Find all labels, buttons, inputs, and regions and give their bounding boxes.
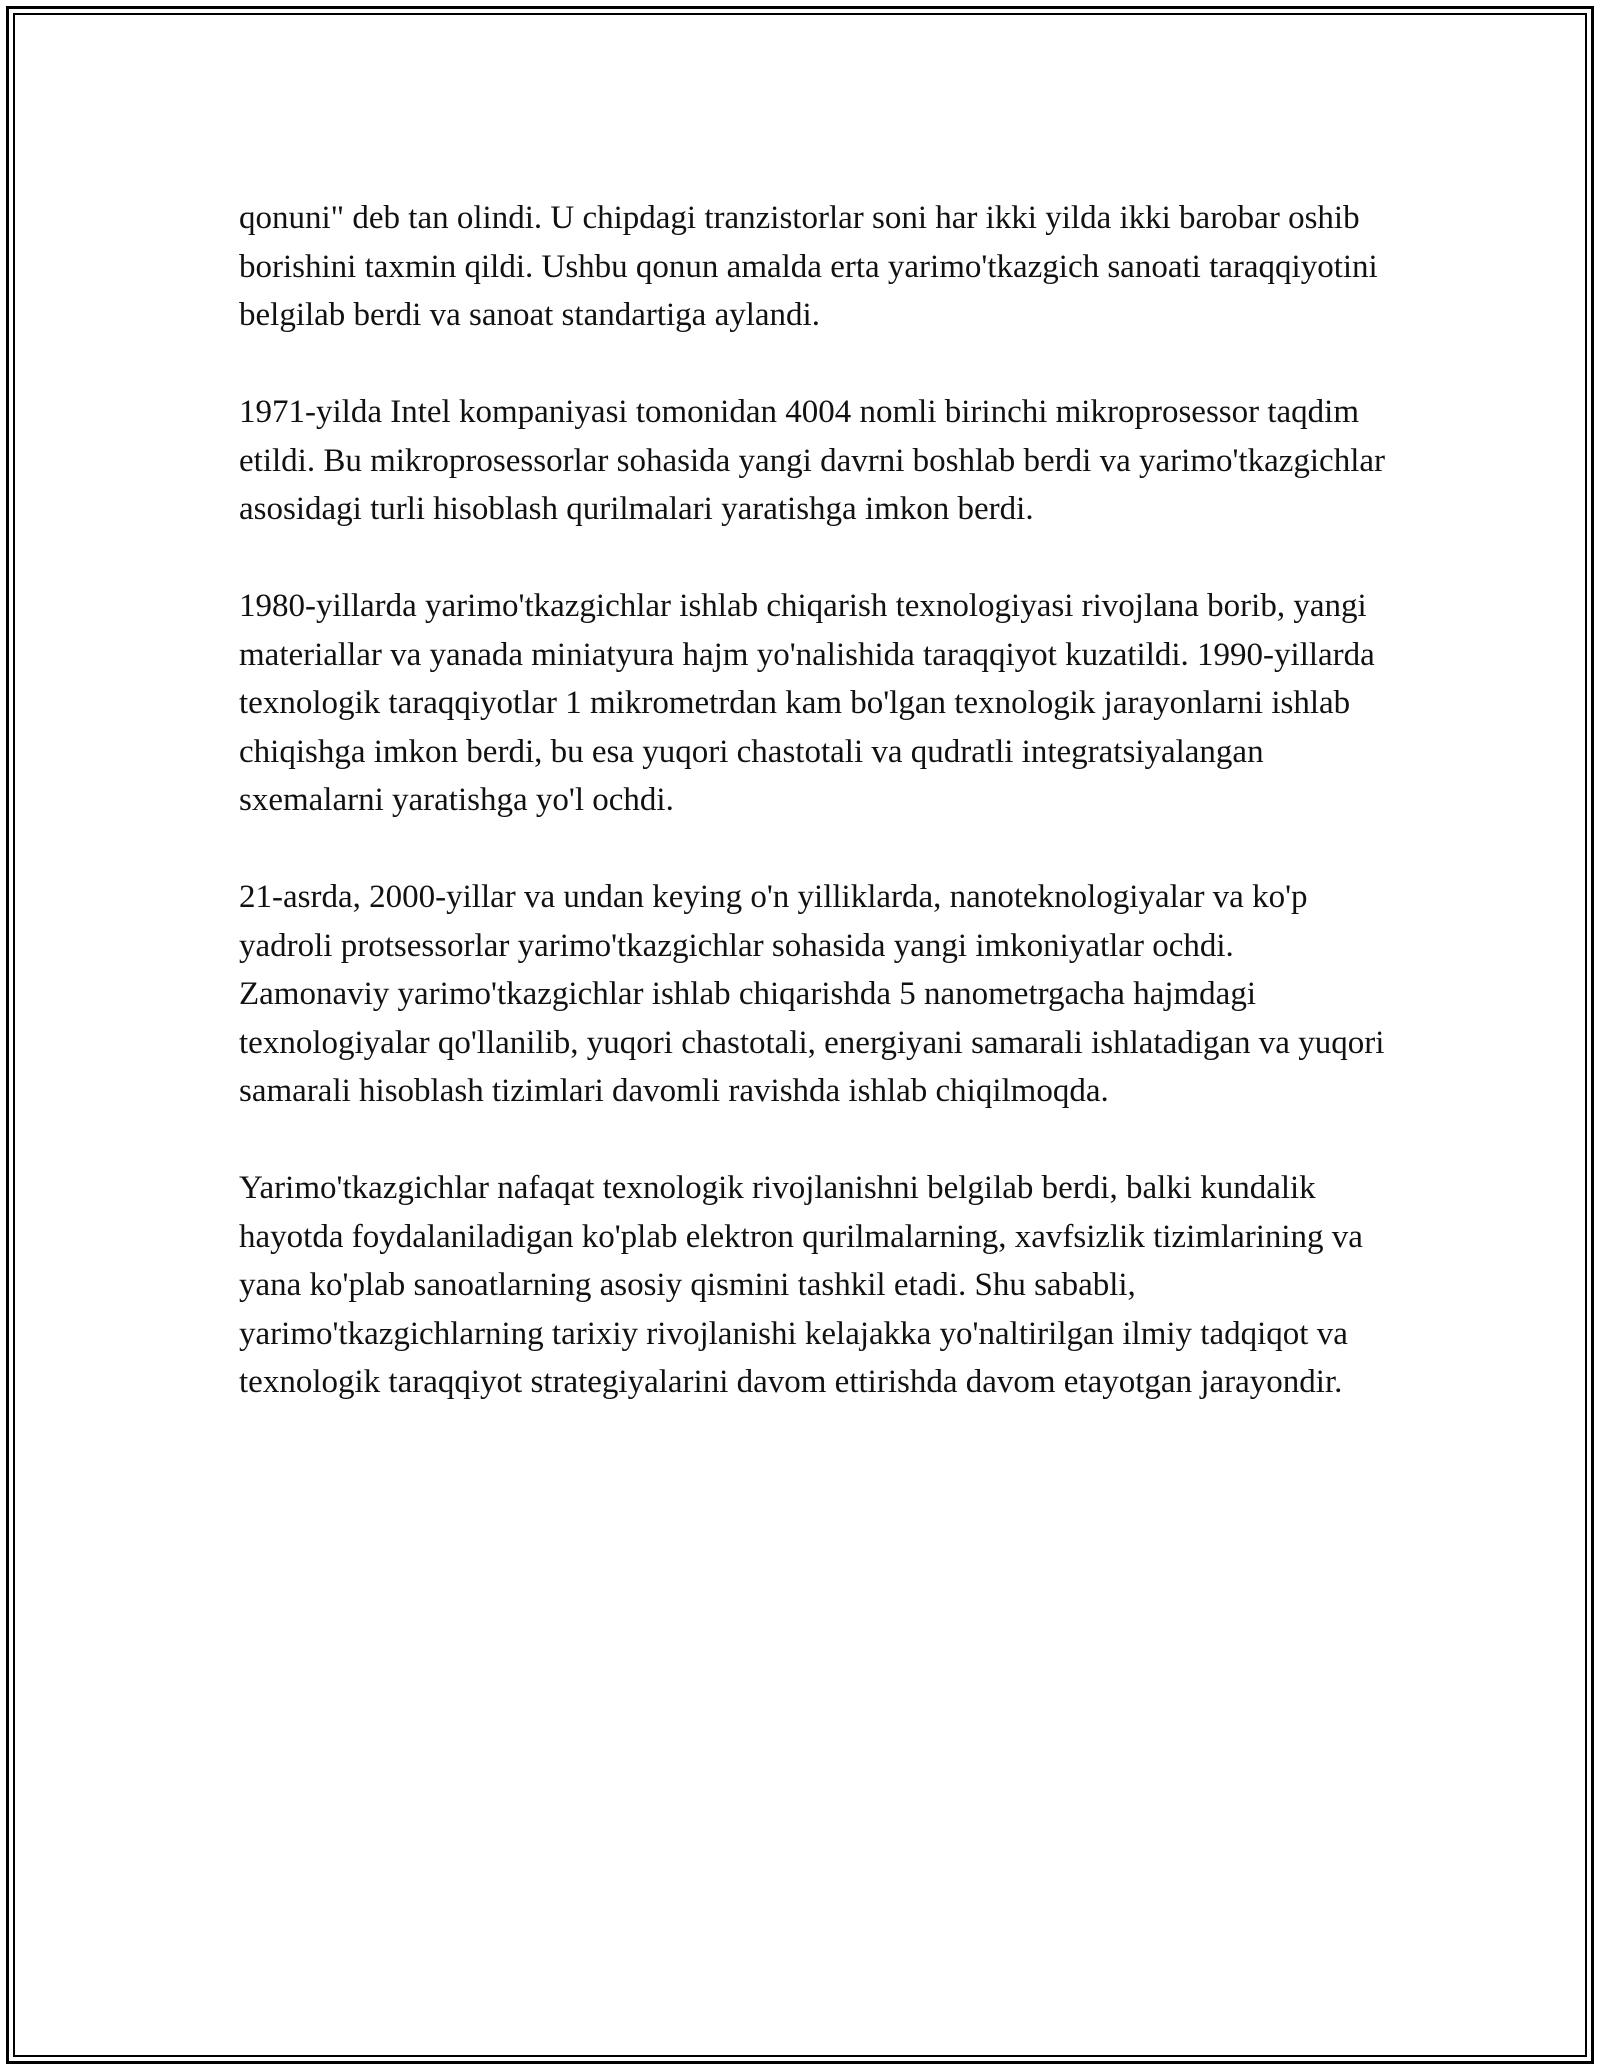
paragraph-intel-4004: 1971-yilda Intel kompaniyasi tomonidan 4004 nomli birinchi mikroprosessor taqdim etildi. Bu mikroprosessorlar sohasida yangi davrni boshlab berdi va yarimo'tkazgichlar asosidagi turli hisoblash qurilmalari yaratishga imkon berdi. [239,394,1385,527]
document-body [239,194,1389,1455]
paragraph-21st-century: 21-asrda, 2000-yillar va undan keying o'n yilliklarda, nanoteknologiyalar va ko'p yadroli protsessorlar yarimo'tkazgichlar sohasida yangi imkoniyatlar ochdi. Zamonaviy yarimo'tkazgichlar ishlab chiqarishda 5 nanometrgacha hajmdagi texnologiyalar qo'llanilib, yuqori chastotali, energiyani samarali ishlatadigan va yuqori samarali hisoblash tizimlari davomli ravishda ishlab chiqilmoqda. [239,879,1385,1109]
paragraph-conclusion: Yarimo'tkazgichlar nafaqat texnologik rivojlanishni belgilab berdi, balki kundalik hayotda foydalaniladigan ko'plab elektron qurilmalarning, xavfsizlik tizimlarining va yana ko'plab sanoatlarning asosiy qismini tashkil etadi. Shu sababli, yarimo'tkazgichlarning tarixiy rivojlanishi kelajakka yo'naltirilgan ilmiy tadqiqot va texnologik taraqqiyot strategiyalarini davom ettirishda davom etayotgan jarayondir. [239,1170,1363,1400]
paragraph-moores-law: qonuni" deb tan olindi. U chipdagi tranzistorlar soni har ikki yilda ikki barobar oshib borishini taxmin qildi. Ushbu qonun amalda erta yarimo'tkazgich sanoati taraqqiyotini belgilab berdi va sanoat standartiga aylandi. [239,200,1378,333]
paragraph-1980s-1990s: 1980-yillarda yarimo'tkazgichlar ishlab chiqarish texnologiyasi rivojlana borib, yangi materiallar va yanada miniatyura hajm yo'nalishida taraqqiyot kuzatildi. 1990-yillarda texnologik taraqqiyotlar 1 mikrometrdan kam bo'lgan texnologik jarayonlarni ishlab chiqishga imkon berdi, bu esa yuqori chastotali va qudratli integratsiyalangan sxemalarni yaratishga yo'l ochdi. [239,588,1375,818]
page-border [6,6,1594,2064]
